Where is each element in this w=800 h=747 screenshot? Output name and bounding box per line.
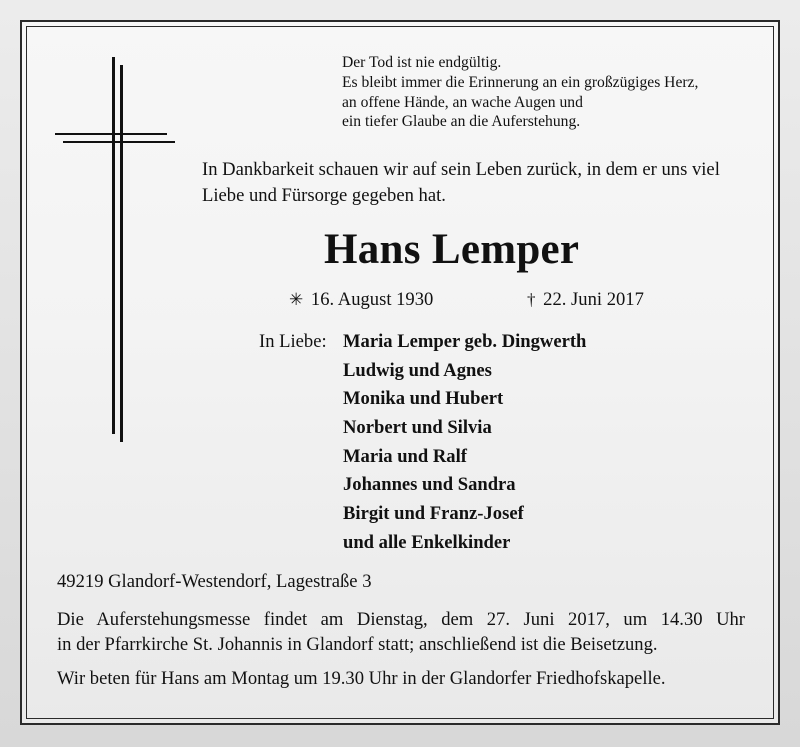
family-member: Norbert und Silvia <box>343 417 492 439</box>
mass-announcement <box>57 607 745 657</box>
cross-vertical-bar-left <box>112 57 115 434</box>
birth-star-icon: ✳ <box>289 290 304 309</box>
death-dagger-icon: † <box>527 290 536 309</box>
family-member: Johannes und Sandra <box>343 474 516 496</box>
birth-date <box>289 288 433 312</box>
death-date <box>527 288 644 312</box>
mass-line: Die Auferstehungsmesse findet am Dienstag, dem 27. Juni 2017, um 14.30 Uhr <box>57 609 745 630</box>
mass-line: in der Pfarrkirche St. Johannis in Glandorf statt; anschließend ist die Beisetzung. <box>57 634 658 655</box>
cross-horizontal-bar-bottom <box>63 141 175 143</box>
address: 49219 Glandorf-Westendorf, Lagestraße 3 <box>57 571 372 592</box>
family-member: Ludwig und Agnes <box>343 359 492 381</box>
deceased-name: Hans Lemper <box>324 226 580 273</box>
cross-horizontal-bar-top <box>55 133 167 135</box>
poem-line: Es bleibt immer die Erinnerung an ein großzügiges Herz, <box>342 73 699 91</box>
cross-vertical-bar-right <box>120 65 123 442</box>
family-member: und alle Enkelkinder <box>343 531 511 553</box>
family-label: In Liebe: <box>259 331 327 352</box>
poem-line: ein tiefer Glaube an die Auferstehung. <box>342 113 581 131</box>
family-member: Maria und Ralf <box>343 445 467 467</box>
poem-line: an offene Hände, an wache Augen und <box>342 93 583 111</box>
family-member: Maria Lemper geb. Dingwerth <box>343 331 587 352</box>
family-member: Birgit und Franz-Josef <box>343 503 524 525</box>
gratitude-text: In Dankbarkeit schauen wir auf sein Leben zurück, in dem er uns viel Liebe und Fürsorge gegeben hat. <box>202 159 720 206</box>
poem-line: Der Tod ist nie endgültig. <box>342 54 502 71</box>
death-date-text: 22. Juni 2017 <box>543 289 644 310</box>
prayer-announcement: Wir beten für Hans am Montag um 19.30 Uhr in der Glandorfer Friedhofskapelle. <box>57 668 666 689</box>
birth-date-text: 16. August 1930 <box>310 289 434 310</box>
family-member: Monika und Hubert <box>343 388 504 410</box>
family-list <box>343 330 586 560</box>
poem <box>342 53 698 132</box>
